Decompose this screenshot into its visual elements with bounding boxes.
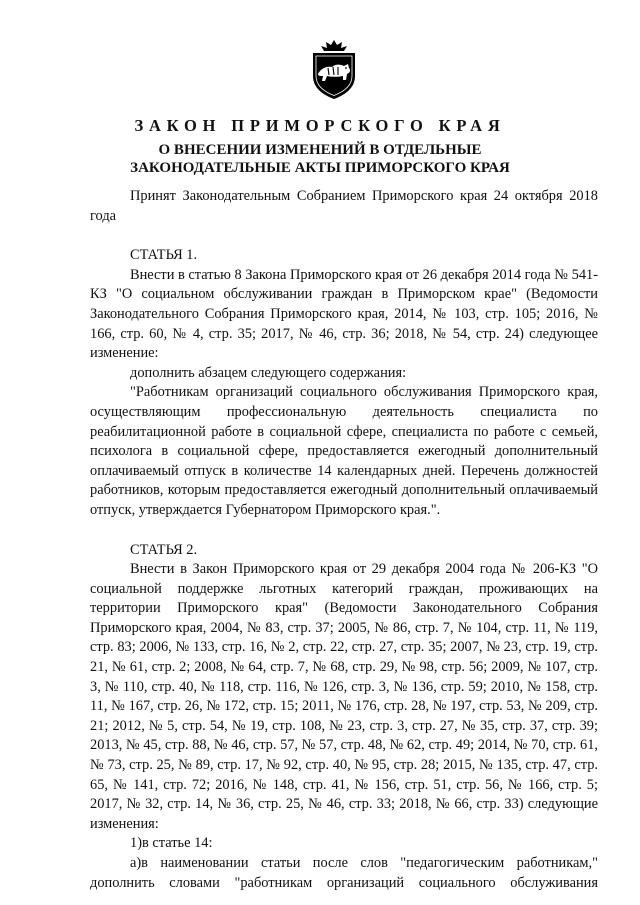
article-1-intro: Внести в статью 8 Закона Приморского края от 26 декабря 2014 года № 541-КЗ "О социальном обслуживании граждан в Приморском крае" (Ведомости Законодательного Собрания Приморского края, 2014, № 103, стр. 105; 2016, № 166, стр. 60, № 4, стр. 35; 2017, № 46, стр. 36; 2018, № 54, стр. 24) следующее изменение: <box>90 266 598 362</box>
subtitle-line: О ВНЕСЕНИИ ИЗМЕНЕНИЙ В ОТДЕЛЬНЫЕ <box>158 142 482 158</box>
article-1-quoted-paragraph: "Работникам организаций социального обслуживания Приморского края, осуществляющим профессиональную деятельность специалиста по реабилитационной работе в социальной сфере, специалиста по работе с семьей, психолога в социальной сфере, предоставляется ежегодный дополнительный оплачиваемый отпуск в количестве 14 календарных дней. Перечень должностей работников, которым предоставляется ежегодный дополнительный оплачиваемый отпуск, утверждается Губернатором Приморского края.". <box>90 384 598 518</box>
adoption-statement: Принят Законодательным Собранием Приморского края 24 октября 2018 года <box>90 188 598 224</box>
article-2-item-1: 1)в статье 14: <box>130 835 213 852</box>
law-subtitle <box>0 141 640 177</box>
article-1-heading: СТАТЬЯ 1. <box>130 247 198 264</box>
primorsky-krai-coat-of-arms-emblem <box>308 40 360 100</box>
law-title: ЗАКОН ПРИМОРСКОГО КРАЯ <box>134 116 506 135</box>
law-body <box>90 187 598 893</box>
article-1-instruction: дополнить абзацем следующего содержания: <box>130 364 407 381</box>
article-2-item-1a: а)в наименовании статьи после слов "педагогическим работникам," дополнить словами "работникам организаций социального обслуживания <box>90 855 598 891</box>
article-2-intro: Внести в Закон Приморского края от 29 декабря 2004 года № 206-КЗ "О социальной поддержке льготных категорий граждан, проживающих на территории Приморского края" (Ведомости Законодательного Собрания Приморского края, 2004, № 83, стр. 37; 2005, № 86, стр. 7, № 104, стр. 11, № 119, стр. 83; 2006, № 133, стр. 16, № 2, стр. 22, стр. 27, стр. 35; 2007, № 23, стр. 19, стр. 21, № 61, стр. 2; 2008, № 64, стр. 7, № 68, стр. 29, № 98, стр. 56; 2009, № 107, стр. 3, № 110, стр. 40, № 118, стр. 116, № 126, стр. 3, № 136, стр. 59; 2010, № 158, стр. 11, № 167, стр. 26, № 172, стр. 15; 2011, № 176, стр. 28, № 197, стр. 53, № 209, стр. 21; 2012, № 5, стр. 54, № 19, стр. 108, № 23, стр. 3, стр. 27, № 35, стр. 37, стр. 39; 2013, № 45, стр. 88, № 46, стр. 57, № 57, стр. 48, № 62, стр. 49; 2014, № 70, стр. 61, № 73, стр. 25, № 89, стр. 17, № 92, стр. 40, № 95, стр. 28; 2015, № 135, стр. 47, стр. 65, № 141, стр. 72; 2016, № 148, стр. 41, № 156, стр. 51, стр. 56, № 166, стр. 5; 2017, № 32, стр. 14, № 36, стр. 25, № 46, стр. 33; 2018, № 66, стр. 33) следующие изменения: <box>90 561 598 832</box>
subtitle-line: ЗАКОНОДАТЕЛЬНЫЕ АКТЫ ПРИМОРСКОГО КРАЯ <box>130 160 510 176</box>
article-2-heading: СТАТЬЯ 2. <box>130 541 198 558</box>
